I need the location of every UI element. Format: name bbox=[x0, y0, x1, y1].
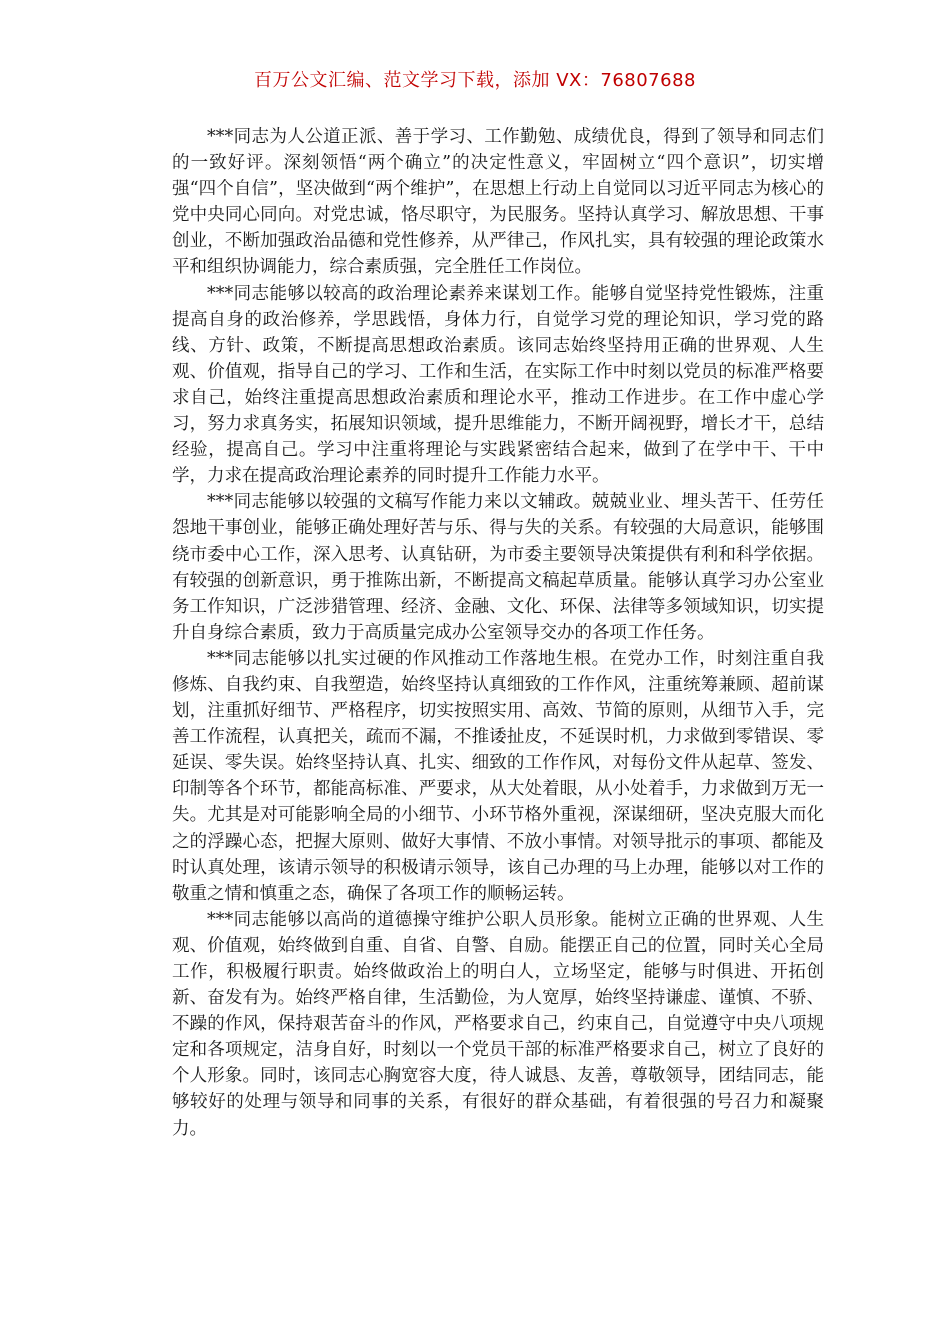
paragraph-work-style: ***同志能够以扎实过硬的作风推动工作落地生根。在党办工作，时刻注重自我修炼、自我约束、自我塑造，始终坚持认真细致的工作作风，注重统筹兼顾、超前谋划，注重抓好细节、严格程序，切实按照实用、高效、节简的原则，从细节入手，完善工作流程，认真把关，疏而不漏，不推诿扯皮，不延误时机，力求做到零错误、零延误、零失误。始终坚持认真、扎实、细致的工作作风，对每份文件从起草、签发、印制等各个环节，都能高标准、严要求，从大处着眼，从小处着手，力求做到万无一失。尤其是对可能影响全局的小细节、小环节格外重视，深谋细研，坚决克服大而化之的浮躁心态，把握大原则、做好大事情、不放小事情。对领导批示的事项、都能及时认真处理，该请示领导的积极请示领导，该自己办理的马上办理，能够以对工作的敬重之情和慎重之态，确保了各项工作的顺畅运转。 bbox=[172, 648, 824, 904]
paragraph-political-theory: ***同志能够以较高的政治理论素养来谋划工作。能够自觉坚持党性锻炼，注重提高自身的政治修养，学思践悟，身体力行，自觉学习党的理论知识，学习党的路线、方针、政策，不断提高思想政治素质。该同志始终坚持用正确的世界观、人生观、价值观，指导自己的学习、工作和生活，在实际工作中时刻以党员的标准严格要求自己，始终注重提高思想政治素质和理论水平，推动工作进步。在工作中虚心学习，努力求真务实，拓展知识领域，提升思维能力，不断开阔视野，增长才干，总结经验，提高自己。学习中注重将理论与实践紧密结合起来，做到了在学中干、干中学，力求在提高政治理论素养的同时提升工作能力水平。 bbox=[172, 283, 824, 487]
paragraph-moral-conduct: ***同志能够以高尚的道德操守维护公职人员形象。能树立正确的世界观、人生观、价值观，始终做到自重、自省、自警、自励。能摆正自己的位置，同时关心全局工作，积极履行职责。始终做政治上的明白人，立场坚定，能够与时俱进、开拓创新、奋发有为。始终严格自律，生活勤俭，为人宽厚，始终坚持谦虚、谨慎、不骄、不躁的作风，保持艰苦奋斗的作风，严格要求自己，约束自己，自觉遵守中央八项规定和各项规定，洁身自好，时刻以一个党员干部的标准严格要求自己，树立了良好的个人形象。同时，该同志心胸宽容大度，待人诚恳、友善，尊敬领导，团结同志，能够较好的处理与领导和同事的关系，有很好的群众基础，有着很强的号召力和凝聚力。 bbox=[172, 909, 824, 1139]
paragraph-political-integrity: ***同志为人公道正派、善于学习、工作勤勉、成绩优良，得到了领导和同志们的一致好评。深刻领悟“两个确立”的决定性意义，牢固树立“四个意识”，切实增强“四个自信”，坚决做到“两个维护”，在思想上行动上自觉同以习近平同志为核心的党中央同心同向。对党忠诚，恪尽职守，为民服务。坚持认真学习、解放思想、干事创业，不断加强政治品德和党性修养，从严律己，作风扎实，具有较强的理论政策水平和组织协调能力，综合素质强，完全胜任工作岗位。 bbox=[172, 127, 824, 278]
paragraph-writing-ability: ***同志能够以较强的文稿写作能力来以文辅政。兢兢业业、埋头苦干、任劳任怨地干事创业，能够正确处理好苦与乐、得与失的关系。有较强的大局意识，能够围绕市委中心工作，深入思考、认真钻研，为市委主要领导决策提供有利和科学依据。有较强的创新意识，勇于推陈出新，不断提高文稿起草质量。能够认真学习办公室业务工作知识，广泛涉猎管理、经济、金融、文化、环保、法律等多领域知识，切实提升自身综合素质，致力于高质量完成办公室领导交办的各项工作任务。 bbox=[172, 492, 824, 643]
download-watermark-header: 百万公文汇编、范文学习下载，添加 VX：76807688 bbox=[254, 70, 696, 91]
document-body bbox=[172, 124, 824, 1142]
